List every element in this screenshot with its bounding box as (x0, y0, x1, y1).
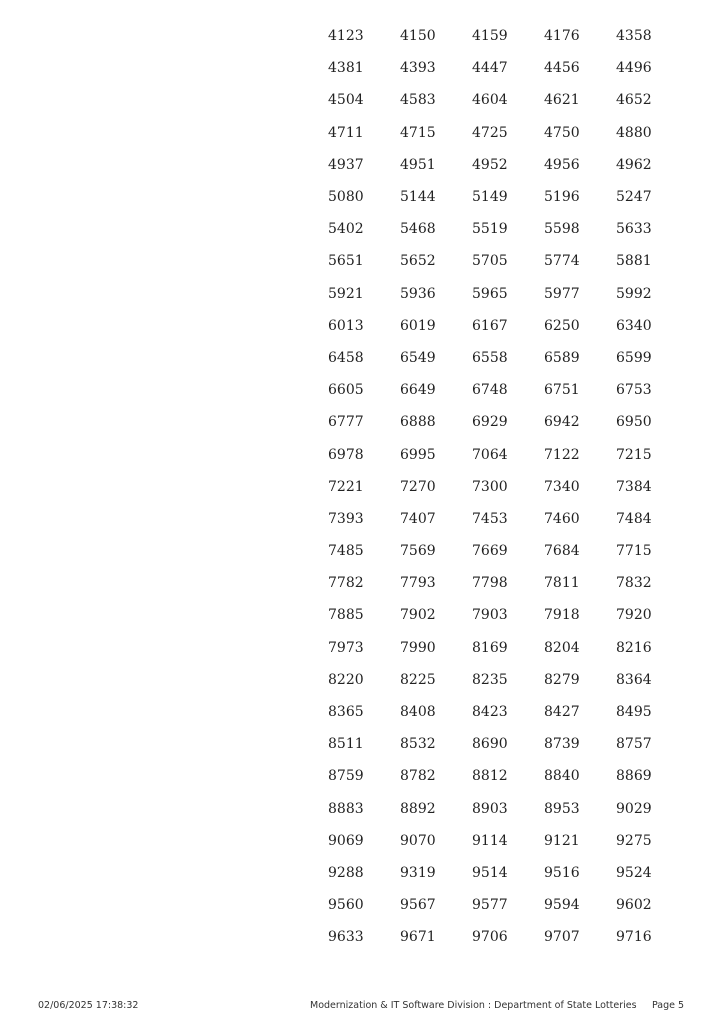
table-row (310, 245, 670, 277)
table-row (310, 503, 670, 535)
table-cell: 7920 (616, 607, 652, 624)
table-cell: 6549 (400, 349, 436, 366)
table-cell: 8220 (328, 671, 364, 688)
table-cell: 6995 (400, 446, 436, 463)
table-cell: 5247 (616, 189, 652, 206)
table-row (310, 342, 670, 374)
table-row (310, 213, 670, 245)
table-cell: 6458 (328, 349, 364, 366)
table-cell: 7798 (472, 575, 508, 592)
table-row (310, 52, 670, 84)
table-cell: 7669 (472, 543, 508, 560)
table-row (310, 310, 670, 342)
table-cell: 4159 (472, 28, 508, 45)
table-cell: 9319 (400, 864, 436, 881)
table-row (310, 406, 670, 438)
table-cell: 6950 (616, 414, 652, 431)
table-cell: 9029 (616, 800, 652, 817)
table-cell: 7221 (328, 478, 364, 495)
table-cell: 6751 (544, 382, 580, 399)
table-cell: 5651 (328, 253, 364, 270)
table-cell: 9121 (544, 832, 580, 849)
table-cell: 7393 (328, 510, 364, 527)
table-cell: 8840 (544, 768, 580, 785)
table-row (310, 889, 670, 921)
table-cell: 7973 (328, 639, 364, 656)
table-cell: 5149 (472, 189, 508, 206)
table-cell: 7064 (472, 446, 508, 463)
table-row (310, 728, 670, 760)
table-cell: 8511 (328, 736, 364, 753)
table-cell: 8812 (472, 768, 508, 785)
table-cell: 7122 (544, 446, 580, 463)
table-cell: 6649 (400, 382, 436, 399)
table-row (310, 857, 670, 889)
table-cell: 4750 (544, 124, 580, 141)
table-cell: 8408 (400, 704, 436, 721)
table-cell: 4447 (472, 60, 508, 77)
table-cell: 7885 (328, 607, 364, 624)
table-cell: 7793 (400, 575, 436, 592)
table-cell: 4951 (400, 156, 436, 173)
table-cell: 8892 (400, 800, 436, 817)
table-cell: 6589 (544, 349, 580, 366)
table-cell: 9069 (328, 832, 364, 849)
table-cell: 8364 (616, 671, 652, 688)
table-cell: 4652 (616, 92, 652, 109)
table-row (310, 181, 670, 213)
table-cell: 7684 (544, 543, 580, 560)
table-cell: 8216 (616, 639, 652, 656)
table-row (310, 278, 670, 310)
table-cell: 9707 (544, 929, 580, 946)
table-cell: 9524 (616, 864, 652, 881)
table-cell: 6167 (472, 317, 508, 334)
table-cell: 9671 (400, 929, 436, 946)
table-cell: 8690 (472, 736, 508, 753)
table-cell: 8279 (544, 671, 580, 688)
table-cell: 9567 (400, 897, 436, 914)
table-cell: 5652 (400, 253, 436, 270)
table-cell: 8532 (400, 736, 436, 753)
table-cell: 4711 (328, 124, 364, 141)
table-cell: 7782 (328, 575, 364, 592)
table-cell: 9560 (328, 897, 364, 914)
table-row (310, 696, 670, 728)
table-cell: 6929 (472, 414, 508, 431)
table-cell: 9706 (472, 929, 508, 946)
table-row (310, 84, 670, 116)
table-cell: 9288 (328, 864, 364, 881)
footer-page-number: Page 5 (652, 1000, 685, 1011)
table-cell: 6978 (328, 446, 364, 463)
table-cell: 4962 (616, 156, 652, 173)
table-row (310, 760, 670, 792)
table-cell: 4952 (472, 156, 508, 173)
table-cell: 5992 (616, 285, 652, 302)
table-cell: 5080 (328, 189, 364, 206)
table-row (310, 438, 670, 470)
table-cell: 7270 (400, 478, 436, 495)
table-cell: 7903 (472, 607, 508, 624)
table-cell: 4456 (544, 60, 580, 77)
table-row (310, 793, 670, 825)
table-cell: 4937 (328, 156, 364, 173)
table-cell: 4715 (400, 124, 436, 141)
table-row (310, 20, 670, 52)
table-cell: 4725 (472, 124, 508, 141)
table-cell: 4621 (544, 92, 580, 109)
table-cell: 6777 (328, 414, 364, 431)
table-cell: 4123 (328, 28, 364, 45)
table-cell: 8759 (328, 768, 364, 785)
table-row (310, 599, 670, 631)
table-cell: 4393 (400, 60, 436, 77)
table-row (310, 567, 670, 599)
table-cell: 9070 (400, 832, 436, 849)
table-cell: 8495 (616, 704, 652, 721)
table-cell: 8782 (400, 768, 436, 785)
table-cell: 5774 (544, 253, 580, 270)
table-cell: 9114 (472, 832, 508, 849)
table-row (310, 117, 670, 149)
table-cell: 9516 (544, 864, 580, 881)
table-cell: 8427 (544, 704, 580, 721)
table-cell: 7384 (616, 478, 652, 495)
table-cell: 7902 (400, 607, 436, 624)
table-cell: 6605 (328, 382, 364, 399)
table-cell: 5144 (400, 189, 436, 206)
table-cell: 5468 (400, 221, 436, 238)
table-cell: 9514 (472, 864, 508, 881)
footer-timestamp: 02/06/2025 17:38:32 (38, 1000, 139, 1011)
table-cell: 7340 (544, 478, 580, 495)
table-cell: 7460 (544, 510, 580, 527)
table-cell: 4176 (544, 28, 580, 45)
table-cell: 7407 (400, 510, 436, 527)
table-cell: 5598 (544, 221, 580, 238)
table-cell: 5519 (472, 221, 508, 238)
table-cell: 7811 (544, 575, 580, 592)
table-row (310, 374, 670, 406)
footer-division: Modernization & IT Software Division : Department of State Lotteries (310, 1000, 637, 1011)
table-cell: 6019 (400, 317, 436, 334)
table-cell: 8423 (472, 704, 508, 721)
table-cell: 5633 (616, 221, 652, 238)
table-row (310, 664, 670, 696)
table-cell: 9577 (472, 897, 508, 914)
table-cell: 9602 (616, 897, 652, 914)
page-footer (0, 998, 724, 1014)
table-cell: 4956 (544, 156, 580, 173)
table-cell: 8365 (328, 704, 364, 721)
table-cell: 8235 (472, 671, 508, 688)
table-cell: 8757 (616, 736, 652, 753)
table-row (310, 825, 670, 857)
table-cell: 4381 (328, 60, 364, 77)
table-cell: 7484 (616, 510, 652, 527)
table-cell: 4496 (616, 60, 652, 77)
table-cell: 7715 (616, 543, 652, 560)
table-cell: 8204 (544, 639, 580, 656)
table-cell: 6599 (616, 349, 652, 366)
table-row (310, 471, 670, 503)
table-cell: 8869 (616, 768, 652, 785)
table-cell: 5402 (328, 221, 364, 238)
table-cell: 8169 (472, 639, 508, 656)
table-cell: 6558 (472, 349, 508, 366)
table-cell: 6888 (400, 414, 436, 431)
table-cell: 7485 (328, 543, 364, 560)
table-cell: 9275 (616, 832, 652, 849)
table-cell: 9594 (544, 897, 580, 914)
table-cell: 4880 (616, 124, 652, 141)
table-row (310, 535, 670, 567)
table-cell: 4583 (400, 92, 436, 109)
table-cell: 5936 (400, 285, 436, 302)
table-cell: 6013 (328, 317, 364, 334)
table-cell: 7918 (544, 607, 580, 624)
table-cell: 4504 (328, 92, 364, 109)
table-cell: 7215 (616, 446, 652, 463)
table-cell: 7569 (400, 543, 436, 560)
table-cell: 7832 (616, 575, 652, 592)
table-cell: 8225 (400, 671, 436, 688)
table-cell: 5921 (328, 285, 364, 302)
table-cell: 5196 (544, 189, 580, 206)
table-cell: 8739 (544, 736, 580, 753)
table-cell: 7990 (400, 639, 436, 656)
table-cell: 6250 (544, 317, 580, 334)
table-cell: 5705 (472, 253, 508, 270)
table-cell: 8953 (544, 800, 580, 817)
table-row (310, 632, 670, 664)
table-cell: 6748 (472, 382, 508, 399)
table-cell: 7300 (472, 478, 508, 495)
table-cell: 8883 (328, 800, 364, 817)
table-cell: 5965 (472, 285, 508, 302)
table-row (310, 149, 670, 181)
table-cell: 6340 (616, 317, 652, 334)
table-cell: 5881 (616, 253, 652, 270)
table-cell: 4150 (400, 28, 436, 45)
table-cell: 8903 (472, 800, 508, 817)
table-cell: 9716 (616, 929, 652, 946)
results-number-table (310, 20, 670, 953)
table-cell: 7453 (472, 510, 508, 527)
table-cell: 5977 (544, 285, 580, 302)
table-cell: 6753 (616, 382, 652, 399)
table-cell: 6942 (544, 414, 580, 431)
table-row (310, 921, 670, 953)
table-cell: 9633 (328, 929, 364, 946)
table-cell: 4604 (472, 92, 508, 109)
table-cell: 4358 (616, 28, 652, 45)
